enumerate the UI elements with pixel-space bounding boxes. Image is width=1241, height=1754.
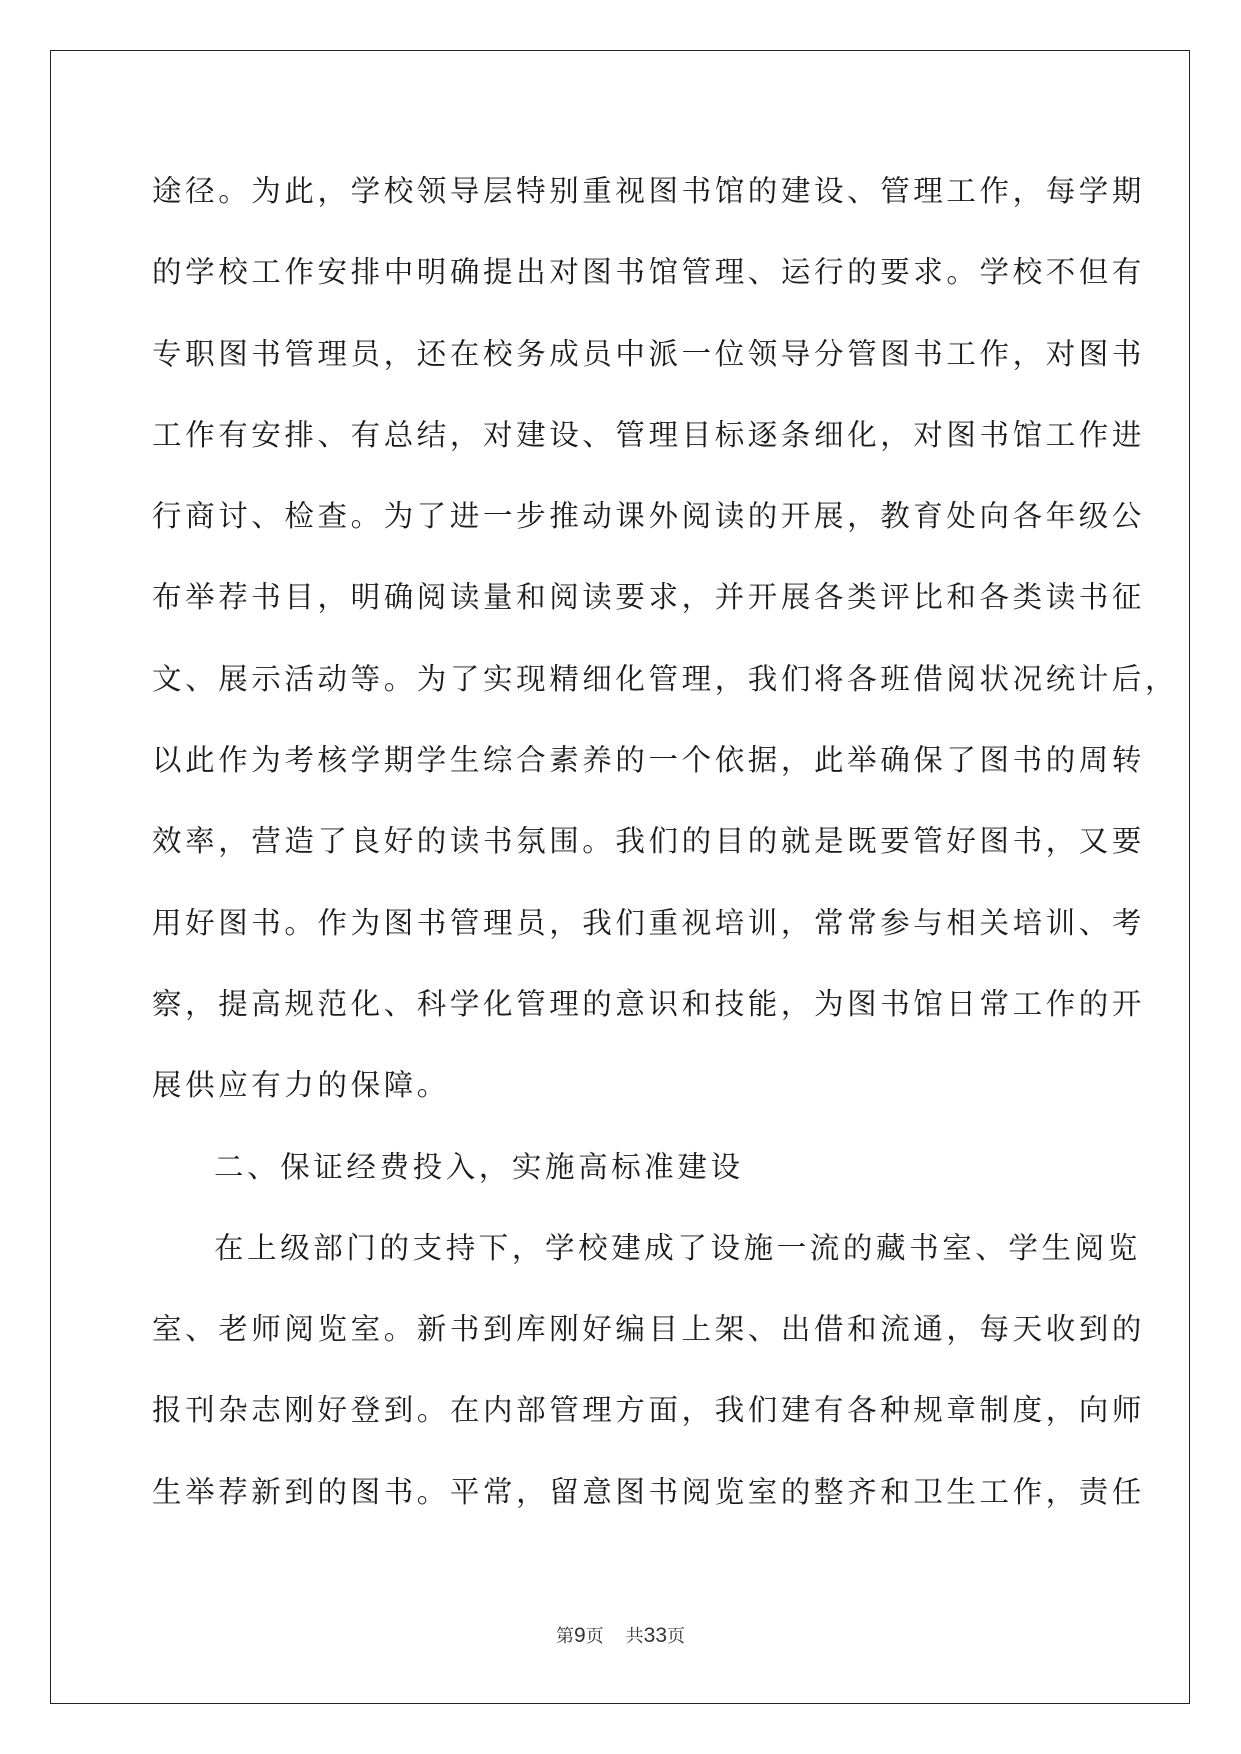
page-number: 9	[573, 1624, 586, 1647]
total-suffix: 页	[667, 1626, 686, 1647]
body-line: 察，提高规范化、科学化管理的意识和技能，为图书馆日常工作的开	[152, 986, 1146, 1021]
body-line: 报刊杂志刚好登到。在内部管理方面，我们建有各种规章制度，向师	[152, 1393, 1146, 1428]
body-line: 展供应有力的保障。	[152, 1068, 450, 1103]
body-line: 室、老师阅览室。新书到库刚好编目上架、出借和流通，每天收到的	[152, 1312, 1146, 1347]
page-suffix: 页	[585, 1626, 604, 1647]
body-line: 文、展示活动等。为了实现精细化管理，我们将各班借阅状况统计后，	[152, 661, 1179, 696]
body-line: 工作有安排、有总结，对建设、管理目标逐条细化，对图书馆工作进	[152, 417, 1146, 452]
body-line: 用好图书。作为图书管理员，我们重视培训，常常参与相关培训、考	[152, 905, 1146, 940]
body-line: 生举荐新到的图书。平常，留意图书阅览室的整齐和卫生工作，责任	[152, 1474, 1146, 1509]
paragraph-first-line: 在上级部门的支持下，学校建成了设施一流的藏书室、学生阅览	[214, 1230, 1141, 1265]
body-line: 布举荐书目，明确阅读量和阅读要求，并开展各类评比和各类读书征	[152, 580, 1146, 615]
page-footer	[0, 1622, 1241, 1648]
body-line: 途径。为此，学校领导层特别重视图书馆的建设、管理工作，每学期	[152, 174, 1146, 208]
body-line: 以此作为考核学期学生综合素养的一个依据，此举确保了图书的周转	[152, 743, 1146, 778]
body-line: 效率，营造了良好的读书氛围。我们的目的就是既要管好图书，又要	[152, 824, 1146, 859]
body-line: 专职图书管理员，还在校务成员中派一位领导分管图书工作，对图书	[152, 336, 1146, 371]
body-line: 的学校工作安排中明确提出对图书馆管理、运行的要求。学校不但有	[152, 255, 1146, 290]
body-line: 行商讨、检查。为了进一步推动课外阅读的开展，教育处向各年级公	[152, 499, 1146, 534]
total-prefix: 共	[625, 1626, 644, 1647]
document-body	[152, 166, 1179, 1548]
section-heading: 二、保证经费投入，实施高标准建设	[214, 1149, 744, 1184]
total-pages: 33	[643, 1624, 668, 1647]
page-prefix: 第	[555, 1626, 574, 1647]
